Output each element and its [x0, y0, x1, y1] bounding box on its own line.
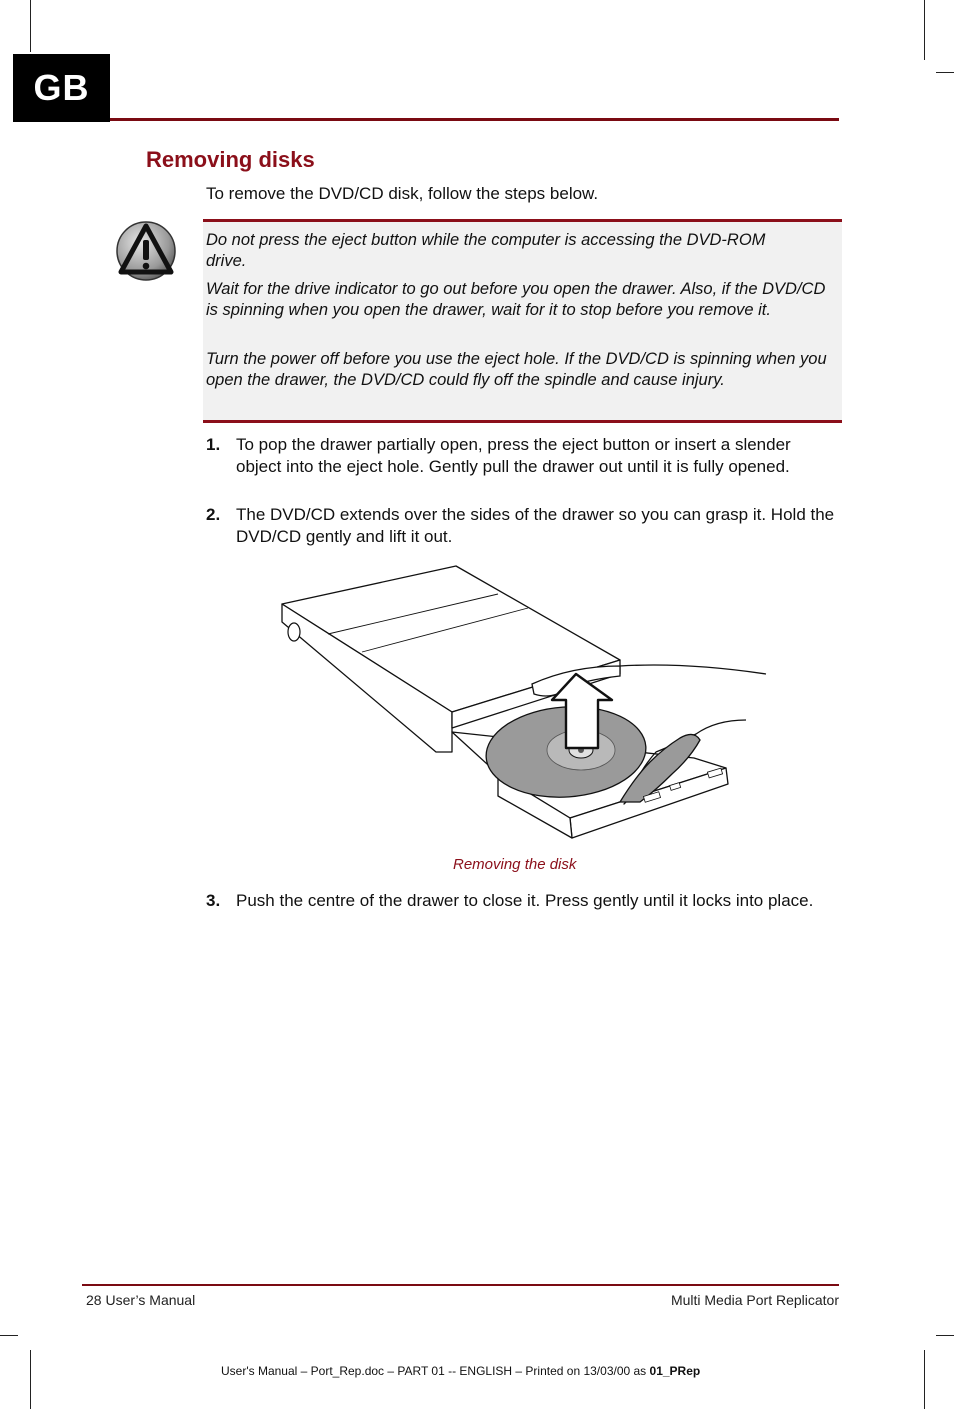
- warning-triangle-icon: [115, 220, 177, 282]
- warning-paragraph: Do not press the eject button while the computer is accessing the DVD-ROM drive.: [206, 231, 766, 270]
- section-heading: Removing disks: [146, 147, 315, 172]
- crop-mark: [936, 72, 954, 73]
- print-info-code: 01_PRep: [649, 1364, 701, 1378]
- drive-illustration: [276, 562, 774, 844]
- footer-document-title: Multi Media Port Replicator: [670, 1292, 839, 1308]
- warning-box: [203, 219, 842, 423]
- print-info: [221, 1364, 700, 1378]
- figure-caption: Removing the disk: [453, 856, 577, 873]
- language-tab-label: GB: [33, 67, 90, 108]
- crop-mark: [30, 1350, 31, 1409]
- step-text: The DVD/CD extends over the sides of the drawer so you can grasp it. Hold the DVD/CD gently and lift it out.: [236, 505, 835, 546]
- print-info-text: User's Manual – Port_Rep.doc – PART 01 -- ENGLISH – Printed on 13/03/00 as: [221, 1364, 650, 1378]
- step-number: 2.: [206, 505, 221, 524]
- step-text: To pop the drawer partially open, press the eject button or insert a slender object into the eject hole. Gently pull the drawer out until it is fully opened.: [236, 435, 791, 476]
- header-rule: [110, 118, 839, 121]
- footer-page-label: 28 User’s Manual: [86, 1292, 196, 1308]
- step-number: 3.: [206, 891, 221, 910]
- crop-mark: [936, 1335, 954, 1336]
- step-text: Push the centre of the drawer to close it. Press gently until it locks into place.: [236, 891, 814, 910]
- step-number: 1.: [206, 435, 221, 454]
- warning-paragraph: Turn the power off before you use the eject hole. If the DVD/CD is spinning when you open the drawer, the DVD/CD could fly off the spindle and cause injury.: [206, 350, 827, 389]
- crop-mark: [924, 0, 925, 60]
- intro-text: To remove the DVD/CD disk, follow the steps below.: [206, 184, 599, 203]
- warning-paragraph: Wait for the drive indicator to go out before you open the drawer. Also, if the DVD/CD is spinning when you open the drawer, wait for it to stop before you remove it.: [206, 280, 826, 319]
- footer-rule: [82, 1284, 839, 1286]
- crop-mark: [30, 0, 31, 52]
- language-tab: [13, 54, 110, 122]
- crop-mark: [0, 1335, 18, 1336]
- crop-mark: [924, 1350, 925, 1409]
- eject-button: [288, 623, 300, 641]
